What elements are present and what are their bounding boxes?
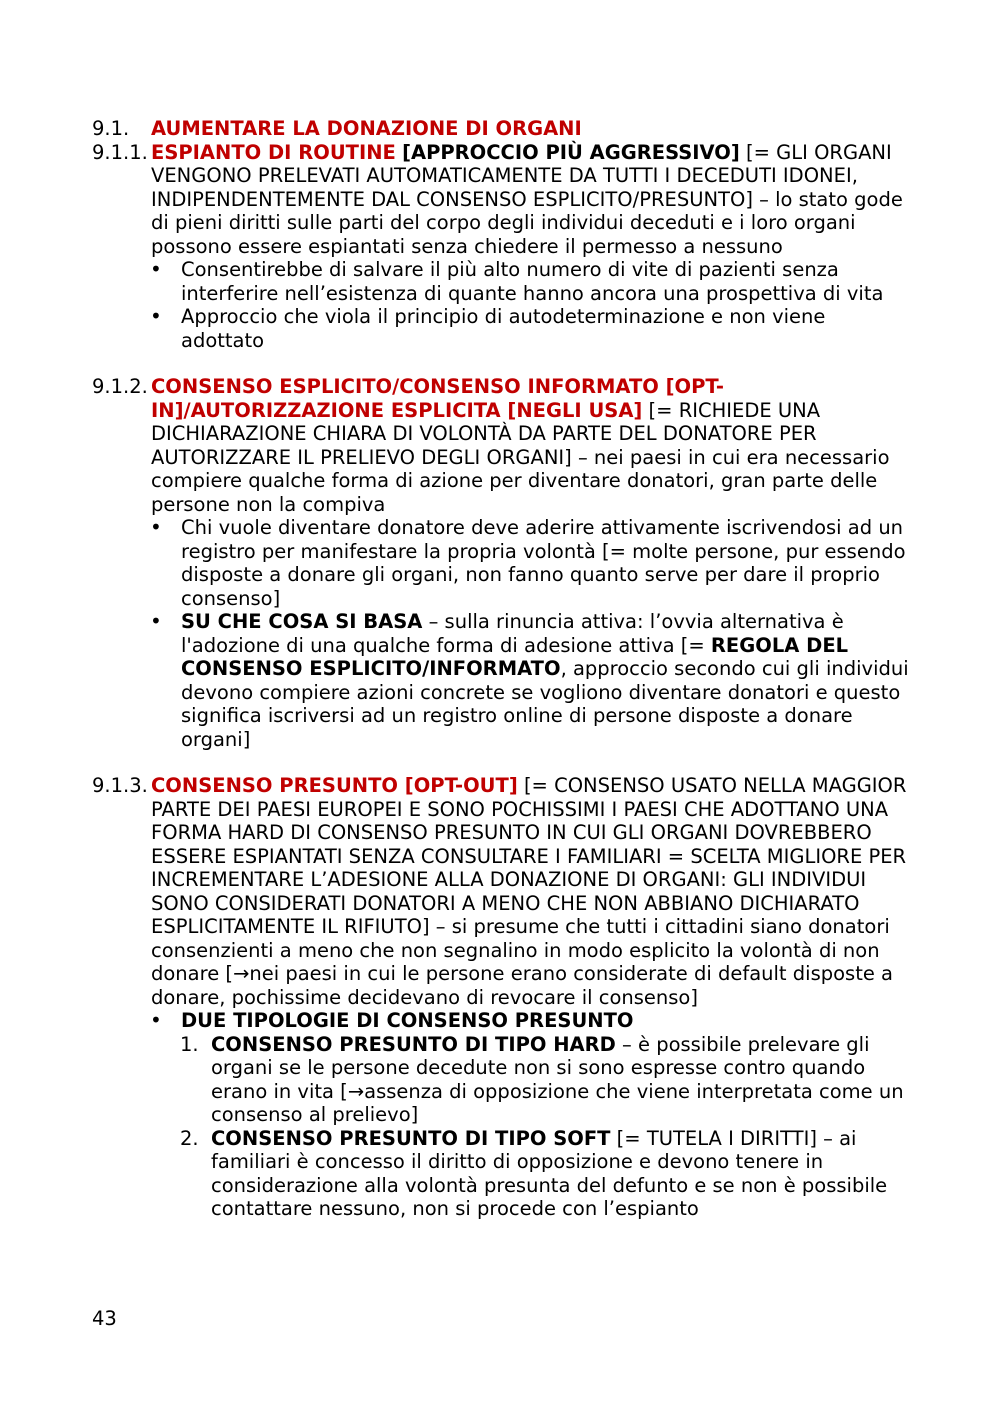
bullet-list	[151, 516, 912, 751]
numbered-item: 1. CONSENSO PRESUNTO DI TIPO HARD – è possibile prelevare gli organi se le persone decedute non si sono espresse contro quando erano in vita [→assenza di opposizione che viene interpretata come un consenso al prelievo]	[180, 1032, 904, 1126]
list-item: • DUE TIPOLOGIE DI CONSENSO PRESUNTO 1. CONSENSO PRESUNTO DI TIPO HARD – è possibile prelevare gli organi se le persone decedute non si sono espresse contro quando erano in vita [→assenza di opposizione che viene interpretata come un consenso al prelievo] 2. CONSENSO PRESUNTO DI TIPO SOFT [= TUTELA I DIRITTI] – ai familiari è concesso il diritto di opposizione e devono tenere in considerazione alla volontà presunta del defunto e se non è possibile contattare nessuno, non si procede con l’espianto	[181, 1009, 912, 1221]
numbered-item: 2. CONSENSO PRESUNTO DI TIPO SOFT [= TUTELA I DIRITTI] – ai familiari è concesso il diritto di opposizione e devono tenere in considerazione alla volontà presunta del defunto e se non è possibile contattare nessuno, non si procede con l’espianto	[180, 1126, 888, 1220]
bullet-list	[151, 258, 912, 352]
section-body: [= CONSENSO USATO NELLA MAGGIOR PARTE DEI PAESI EUROPEI E SONO POCHISSIMI I PAESI CHE ADOTTANO UNA FORMA HARD DI CONSENSO PRESUNTO IN CUI GLI ORGANI DOVREBBERO ESSERE ESPIANTATI SENZA CONSULTARE I FAMILIARI = SCELTA MIGLIORE PER INCREMENTARE L’ADESIONE ALLA DONAZIONE DI ORGANI: GLI INDIVIDUI SONO CONSIDERATI DONATORI A MENO CHE NON ABBIANO DICHIARATO ESPLICITAMENTE IL RIFIUTO] – si presume che tutti i cittadini siano donatori consenzienti a meno che non segnalino in modo esplicito la volontà di non donare [→nei paesi in cui le persone erano considerate di default disposte a donare, pochissime decidevano di revocare il consenso]	[151, 774, 907, 1009]
list-item: • Chi vuole diventare donatore deve aderire attivamente iscrivendosi ad un registro per manifestare la propria volontà [= molte persone, pur essendo disposte a donare gli organi, non fanno quanto serve per dare il proprio consenso]	[181, 516, 912, 610]
section-9-1-1	[92, 141, 912, 353]
list-item: • SU CHE COSA SI BASA – sulla rinuncia attiva: l’ovvia alternativa è l'adozione di una qualche forma di adesione attiva [= REGOLA DEL CONSENSO ESPLICITO/INFORMATO, approccio secondo cui gli individui devono compiere azioni concrete se vogliono diventare donatori e questo significa iscriversi ad un registro online di persone disposte a donare organi]	[181, 610, 912, 751]
section-number: 9.1.1.	[92, 140, 148, 164]
section-title: CONSENSO PRESUNTO [OPT-OUT]	[151, 774, 518, 797]
bullet-list	[151, 1009, 912, 1221]
section-9-1-3	[92, 774, 912, 1221]
list-item: • Consentirebbe di salvare il più alto numero di vite di pazienti senza interferire nell’esistenza di quante hanno ancora una prospettiva di vita	[181, 258, 912, 305]
section-title: ESPIANTO DI ROUTINE	[151, 140, 396, 164]
page-number: 43	[92, 1307, 117, 1330]
section-9-1	[92, 117, 912, 141]
section-subtitle: [APPROCCIO PIÙ AGGRESSIVO]	[402, 140, 740, 164]
section-body: [= GLI ORGANI VENGONO PRELEVATI AUTOMATICAMENTE DA TUTTI I DECEDUTI IDONEI, INDIPENDENTEMENTE DAL CONSENSO ESPLICITO/PRESUNTO] – lo stato gode di pieni diritti sulle parti del corpo degli individui deceduti e i loro organi possono essere espiantati senza chiedere il permesso a nessuno	[151, 140, 903, 258]
page-content	[92, 117, 912, 1221]
section-title: CONSENSO ESPLICITO/CONSENSO INFORMATO [OPT-IN]/AUTORIZZAZIONE ESPLICITA [NEGLI USA]	[151, 375, 724, 422]
section-title: AUMENTARE LA DONAZIONE DI ORGANI	[151, 117, 582, 140]
numbered-list	[181, 1033, 912, 1221]
section-body: [= RICHIEDE UNA DICHIARAZIONE CHIARA DI VOLONTÀ DA PARTE DEL DONATORE PER AUTORIZZARE IL PRELIEVO DEGLI ORGANI] – nei paesi in cui era necessario compiere qualche forma di azione per diventare donatori, gran parte delle persone non la compiva	[151, 398, 890, 516]
list-item: • Approccio che viola il principio di autodeterminazione e non viene adottato	[181, 305, 912, 352]
section-paragraph	[151, 141, 912, 259]
section-number: 9.1.3.	[92, 774, 148, 797]
section-paragraph	[151, 375, 912, 516]
section-9-1-2	[92, 375, 912, 751]
section-number: 9.1.	[92, 117, 130, 140]
section-paragraph	[151, 774, 912, 1009]
section-number: 9.1.2.	[92, 375, 148, 398]
